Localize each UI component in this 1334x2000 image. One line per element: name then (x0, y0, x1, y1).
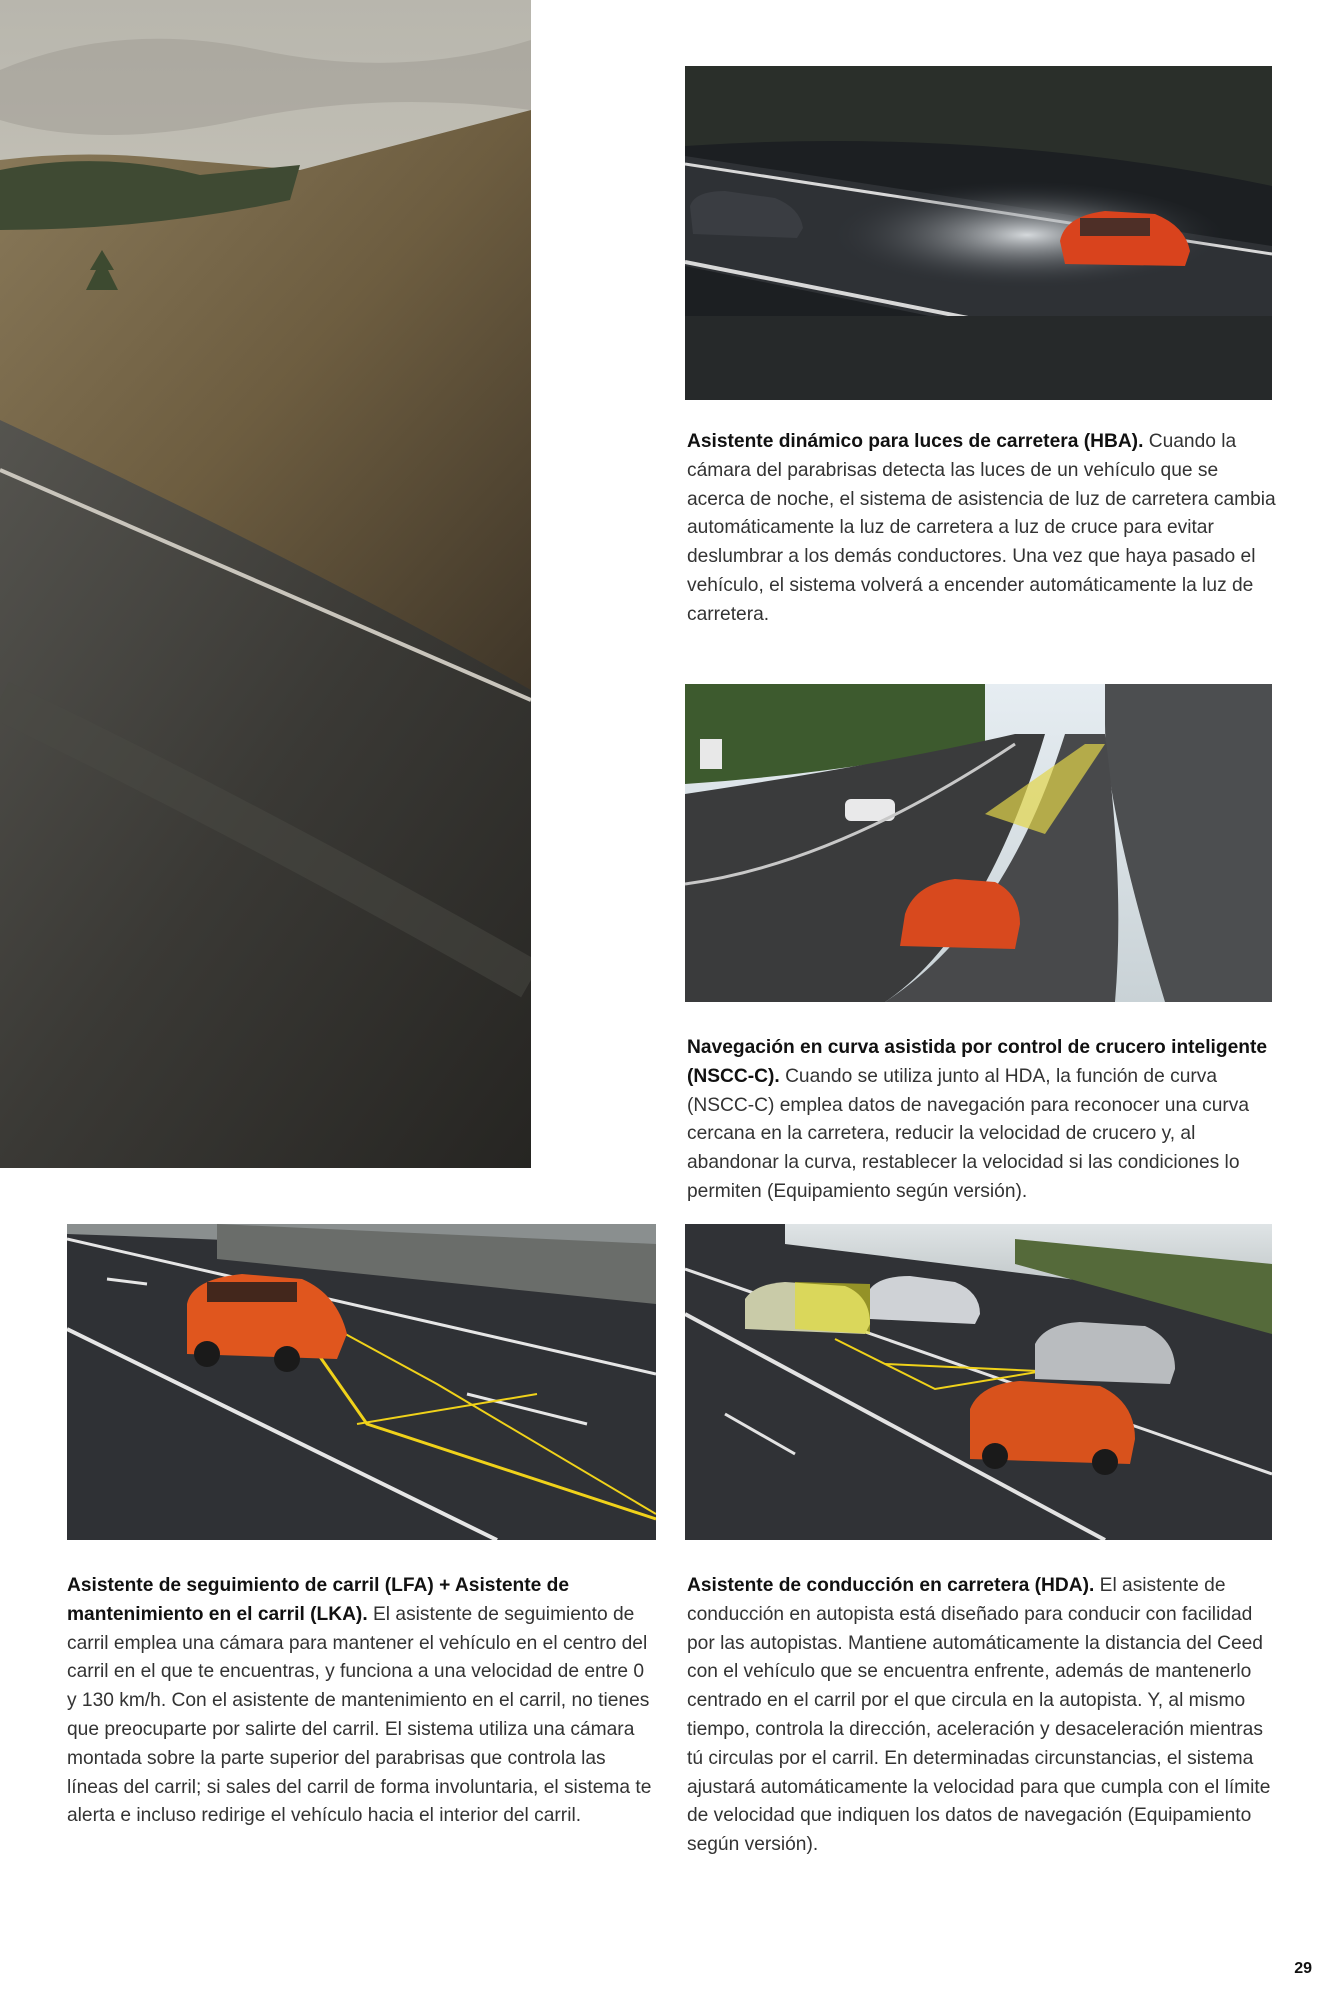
hda-title: Asistente de conducción en carretera (HDA). (687, 1575, 1100, 1596)
mountain-road-photo (0, 0, 531, 1168)
lane-following-photo (67, 1224, 656, 1540)
lfa-lka-description (67, 1572, 657, 1831)
hba-description (687, 428, 1277, 630)
nscc-description (687, 1034, 1277, 1207)
lfa-lka-title: Asistente de seguimiento de carril (LFA) + Asistente de mantenimiento en el carril (LKA). (67, 1575, 570, 1625)
nscc-body: Cuando se utiliza junto al HDA, la función de curva (NSCC-C) emplea datos de navegación para reconocer una curva cercana en la carretera, reducir la velocidad de crucero y, al abandonar la curva, restablecer la velocidad si las condiciones lo permiten (Equipamiento según versión). (687, 1065, 1250, 1202)
night-high-beam-photo (685, 66, 1272, 400)
highway-driving-photo (685, 1224, 1272, 1540)
hba-title: Asistente dinámico para luces de carretera (HBA). (687, 431, 1149, 452)
hda-description (687, 1572, 1277, 1860)
hda-body: El asistente de conducción en autopista está diseñado para conducir con facilidad por las autopistas. Mantiene automáticamente la distancia del Ceed con el vehículo que se encuentra enfrente, además de mantenerlo centrado en el carril por el que circula en la autopista. Y, al mismo tiempo, controla la dirección, aceleración y desaceleración mientras tú circulas por el carril. En determinadas circunstancias, el sistema ajustará automáticamente la velocidad para que cumpla con el límite de velocidad que indiquen los datos de navegación (Equipamiento según versión). (687, 1575, 1271, 1856)
page-number: 29 (1294, 1960, 1312, 1977)
lfa-lka-body: El asistente de seguimiento de carril emplea una cámara para mantener el vehículo en el centro del carril en el que te encuentras, y funciona a una velocidad de entre 0 y 130 km/h. Con el asistente de mantenimiento en el carril, no tienes que preocuparte por salirte del carril. El sistema utiliza una cámara montada sobre la parte superior del parabrisas que controla las líneas del carril; si sales del carril de forma involuntaria, el sistema te alerta e incluso redirige el vehículo hacia el interior del carril. (67, 1603, 652, 1827)
nscc-title: Navegación en curva asistida por control de crucero inteligente (NSCC-C). (687, 1037, 1268, 1087)
curve-navigation-photo (685, 684, 1272, 1002)
hba-body: Cuando la cámara del parabrisas detecta las luces de un vehículo que se acerca de noche, el sistema de asistencia de luz de carretera cambia automáticamente la luz de carretera a luz de cruce para evitar deslumbrar a los demás conductores. Una vez que haya pasado el vehículo, el sistema volverá a encender automáticamente la luz de carretera. (687, 431, 1276, 625)
